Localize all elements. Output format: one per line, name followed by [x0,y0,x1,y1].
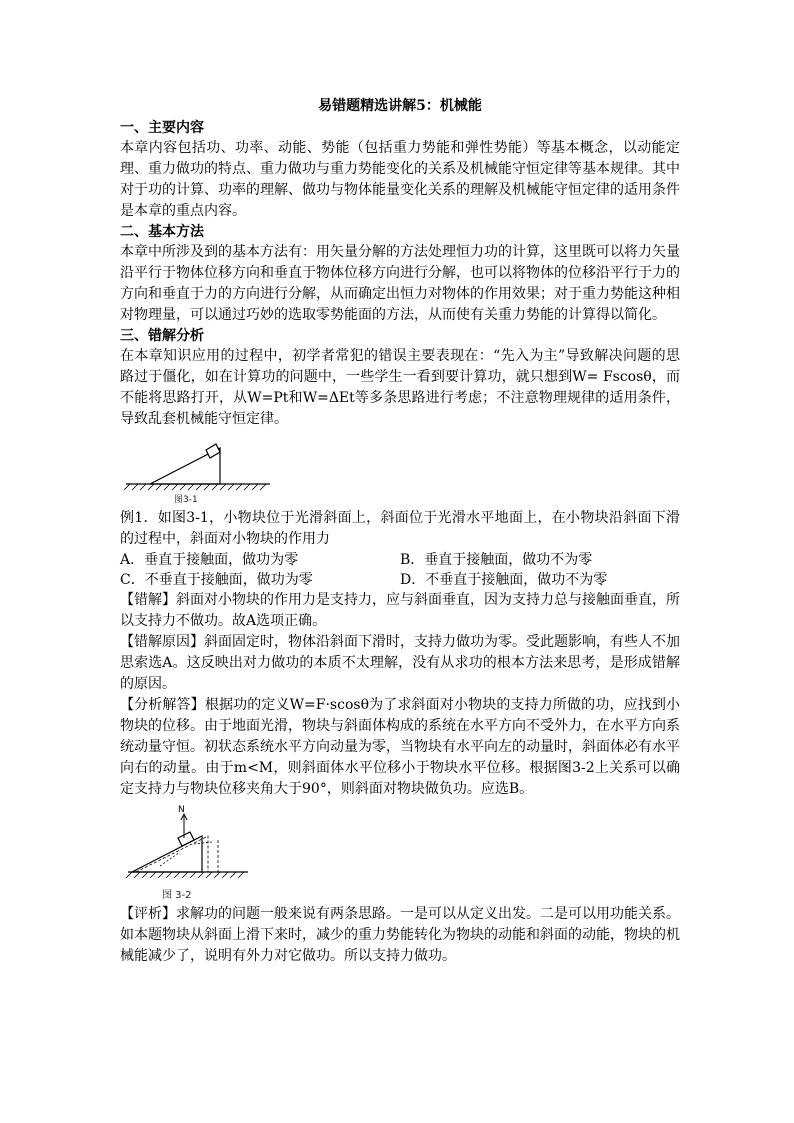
wrong-solution [120,590,680,632]
options-row-1 [120,550,680,570]
option-b: B．垂直于接触面，做功不为零 [400,552,593,568]
section-3-heading: 三、错解分析 [120,328,204,344]
section-3-body: 在本章知识应用的过程中，初学者常犯的错误主要表现在：“先入为主”导致解决问题的思路过于僵化，如在计算功的问题中，一些学生一看到要计算功，就只想到W= Fscosθ，而不能将思路打开，从W=Pt和W=ΔEt等多条思路进行考虑；不注意物理规律的适用条件，导致乱套机械能守恒定律。 [120,348,680,427]
document-page [120,96,680,967]
comment-tag: 【评析】 [120,906,176,922]
section-2-body: 本章中所涉及到的基本方法有：用矢量分解的方法处理恒力功的计算，这里既可以将力矢量沿平行于物体位移方向和垂直于物体位移方向进行分解，也可以将物体的位移沿平行于力的方向和垂直于力的方向进行分解，从而确定出恒力对物体的作用效果；对于重力势能这种相对物理量，可以通过巧妙的选取零势能面的方法，从而使有关重力势能的计算得以简化。 [120,244,680,323]
incline-diagram-1 [120,430,680,494]
section-2-heading: 二、基本方法 [120,224,204,240]
wrong-solution-tag: 【错解】 [120,592,176,608]
document-title: 易错题精选讲解5：机械能 [318,98,482,114]
options-row-2 [120,570,680,590]
normal-force-label: N [178,805,185,815]
figure-3-2-caption: 图 3-2 [162,890,192,901]
figure-3-1-caption: 图3-1 [174,495,198,505]
wrong-reason-tag: 【错解原因】 [120,634,204,650]
figure-3-2 [120,800,680,904]
option-d: D．不垂直于接触面，做功不为零 [400,572,608,588]
analysis-tag: 【分析解答】 [120,697,205,713]
wrong-reason [120,632,680,695]
option-c: C．不垂直于接触面，做功为零 [120,572,313,588]
analysis [120,695,680,800]
figure-3-1 [120,430,680,508]
comment-text: 求解功的问题一般来说有两条思路。一是可以从定义出发。二是可以用功能关系。如本题物块从斜面上滑下来时，减少的重力势能转化为物块的动能和斜面的动能，物块的机械能减少了，说明有外力对它做功。所以支持力做功。 [120,906,680,964]
wrong-solution-text: 斜面对小物块的作用力是支持力，应与斜面垂直，因为支持力总与接触面垂直，所以支持力不做功。故A选项正确。 [120,592,680,629]
incline-diagram-2 [120,800,680,886]
wrong-reason-text: 斜面固定时，物体沿斜面下滑时，支持力做功为零。受此题影响，有些人不加思索选A。这反映出对力做功的本质不太理解，没有从求功的根本方法来思考，是形成错解的原因。 [120,634,680,692]
example-1-stem: 例1．如图3-1，小物块位于光滑斜面上，斜面位于光滑水平地面上，在小物块沿斜面下滑的过程中，斜面对小物块的作用力 [120,510,680,547]
section-1-heading: 一、主要内容 [120,120,204,136]
option-a: A．垂直于接触面，做功为零 [120,552,299,568]
section-1-body: 本章内容包括功、功率、动能、势能（包括重力势能和弹性势能）等基本概念，以动能定理、重力做功的特点、重力做功与重力势能变化的关系及机械能守恒定律等基本规律。其中对于功的计算、功率的理解、做功与物体能量变化关系的理解及机械能守恒定律的适用条件是本章的重点内容。 [120,140,680,219]
analysis-text: 根据功的定义W=F·scosθ为了求斜面对小物块的支持力所做的功，应找到小物块的位移。由于地面光滑，物块与斜面体构成的系统在水平方向不受外力，在水平方向系统动量守恒。初状态系统水平方向动量为零，当物块有水平向左的动量时，斜面体必有水平向右的动量。由于m<M，则斜面体水平位移小于物块水平位移。根据图3-2上关系可以确定支持力与物块位移夹角大于90°，则斜面对物块做负功。应选B。 [120,697,680,797]
comment [120,904,680,967]
